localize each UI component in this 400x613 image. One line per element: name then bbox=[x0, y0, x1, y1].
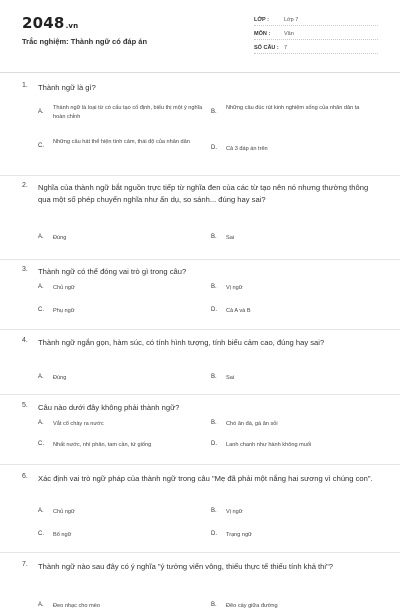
meta-count-value: 7 bbox=[284, 45, 288, 51]
question-number: 3. bbox=[22, 266, 28, 273]
option-text: Lanh chanh như hành không muối bbox=[226, 442, 312, 448]
meta-grade bbox=[254, 14, 378, 26]
option-letter: B. bbox=[211, 109, 217, 115]
question-text: Câu nào dưới đây không phải thành ngữ? bbox=[38, 403, 180, 412]
meta-subject-label: MÔN : bbox=[254, 31, 271, 37]
option-text: Nhất nước, nhì phân, tam cần, tứ giống bbox=[53, 442, 152, 448]
question-number: 6. bbox=[22, 473, 28, 480]
option-letter: A. bbox=[38, 374, 44, 380]
meta-count bbox=[254, 42, 378, 54]
option-letter: A. bbox=[38, 234, 44, 240]
question-text: Thành ngữ là gì? bbox=[38, 83, 96, 92]
question-1 bbox=[0, 73, 400, 176]
option-letter: D. bbox=[211, 441, 217, 447]
option-letter: A. bbox=[38, 602, 44, 608]
question-7 bbox=[0, 553, 400, 613]
option-letter: B. bbox=[211, 374, 217, 380]
question-list bbox=[0, 73, 400, 613]
option-text: Đúng bbox=[53, 375, 67, 381]
question-3 bbox=[0, 260, 400, 330]
option-text: Sai bbox=[226, 235, 235, 241]
option-letter: A. bbox=[38, 109, 44, 115]
question-6 bbox=[0, 465, 400, 553]
option-text: Những câu đúc rút kinh nghiệm sống của nhân dân ta bbox=[226, 105, 360, 111]
option-letter: B. bbox=[211, 602, 217, 608]
option-letter: C. bbox=[38, 441, 44, 447]
question-text: Thành ngữ có thể đóng vai trò gì trong câu? bbox=[38, 267, 187, 276]
logo-suffix: .vn bbox=[65, 22, 79, 30]
question-number: 4. bbox=[22, 337, 28, 344]
option-letter: A. bbox=[38, 508, 44, 514]
option-text: Vị ngữ bbox=[226, 285, 243, 291]
option-text: Vắt cổ chày ra nước bbox=[53, 421, 104, 427]
question-text: Xác định vai trò ngữ pháp của thành ngữ trong câu "Mẹ đã phải một nắng hai sương vì chúng con". bbox=[38, 474, 373, 483]
question-4 bbox=[0, 330, 400, 395]
document-header bbox=[0, 0, 400, 72]
meta-subject bbox=[254, 28, 378, 40]
option-text: Bổ ngữ bbox=[53, 532, 72, 538]
option-text: Sai bbox=[226, 375, 235, 381]
question-text: Nghĩa của thành ngữ bắt nguồn trực tiếp từ nghĩa đen của các từ tạo nên nó nhưng thường thông qua một số phép chuyển nghĩa như ẩn dụ, so sánh... đúng hay sai? bbox=[38, 183, 369, 204]
option-letter: C. bbox=[38, 143, 44, 149]
question-number: 7. bbox=[22, 561, 28, 568]
option-text: Những câu hát thể hiện tình cảm, thái độ của nhân dân bbox=[53, 139, 190, 145]
question-number: 5. bbox=[22, 402, 28, 409]
question-text: Thành ngữ nào sau đây có ý nghĩa "ý tưởng viển vông, thiếu thực tế thiếu tính khả thi"? bbox=[38, 562, 333, 571]
option-text: Đẽo cày giữa đường bbox=[226, 603, 278, 609]
option-letter: B. bbox=[211, 508, 217, 514]
option-letter: B. bbox=[211, 284, 217, 290]
option-text: Chủ ngữ bbox=[53, 509, 75, 515]
option-letter: A. bbox=[38, 284, 44, 290]
option-letter: D. bbox=[211, 531, 217, 537]
option-letter: A. bbox=[38, 420, 44, 426]
option-text: Trạng ngữ bbox=[226, 532, 252, 538]
question-5 bbox=[0, 395, 400, 465]
option-text: Chủ ngữ bbox=[53, 285, 75, 291]
option-letter: C. bbox=[38, 531, 44, 537]
meta-subject-value: Văn bbox=[284, 31, 294, 37]
option-text: Chó ăn đá, gà ăn sỏi bbox=[226, 421, 278, 427]
question-number: 1. bbox=[22, 82, 28, 89]
question-2 bbox=[0, 176, 400, 260]
document-title: Trắc nghiệm: Thành ngữ có đáp án bbox=[22, 37, 148, 46]
question-text: Thành ngữ ngắn gọn, hàm súc, có tính hình tượng, tính biểu cảm cao, đúng hay sai? bbox=[38, 338, 325, 347]
option-text: Cả 3 đáp án trên bbox=[226, 146, 268, 152]
option-letter: C. bbox=[38, 307, 44, 313]
option-letter: D. bbox=[211, 145, 217, 151]
option-text: Đúng bbox=[53, 235, 67, 241]
meta-grade-label: LỚP : bbox=[254, 17, 269, 23]
option-letter: B. bbox=[211, 234, 217, 240]
meta-count-label: SỐ CÂU : bbox=[254, 45, 279, 51]
option-text: Cả A và B bbox=[226, 308, 251, 314]
option-text: Phụ ngữ bbox=[53, 308, 75, 314]
option-letter: D. bbox=[211, 307, 217, 313]
option-text: Đeo nhạc cho mèo bbox=[53, 603, 100, 609]
meta-grade-value: Lớp 7 bbox=[284, 17, 299, 23]
question-number: 2. bbox=[22, 182, 28, 189]
option-letter: B. bbox=[211, 420, 217, 426]
site-logo[interactable] bbox=[22, 14, 78, 32]
option-text: Vị ngữ bbox=[226, 509, 243, 515]
logo-main: 2048 bbox=[22, 14, 65, 32]
option-text: Thành ngữ là loại từ có cấu tạo cố định, biểu thị một ý nghĩa hoàn chỉnh bbox=[53, 105, 203, 120]
